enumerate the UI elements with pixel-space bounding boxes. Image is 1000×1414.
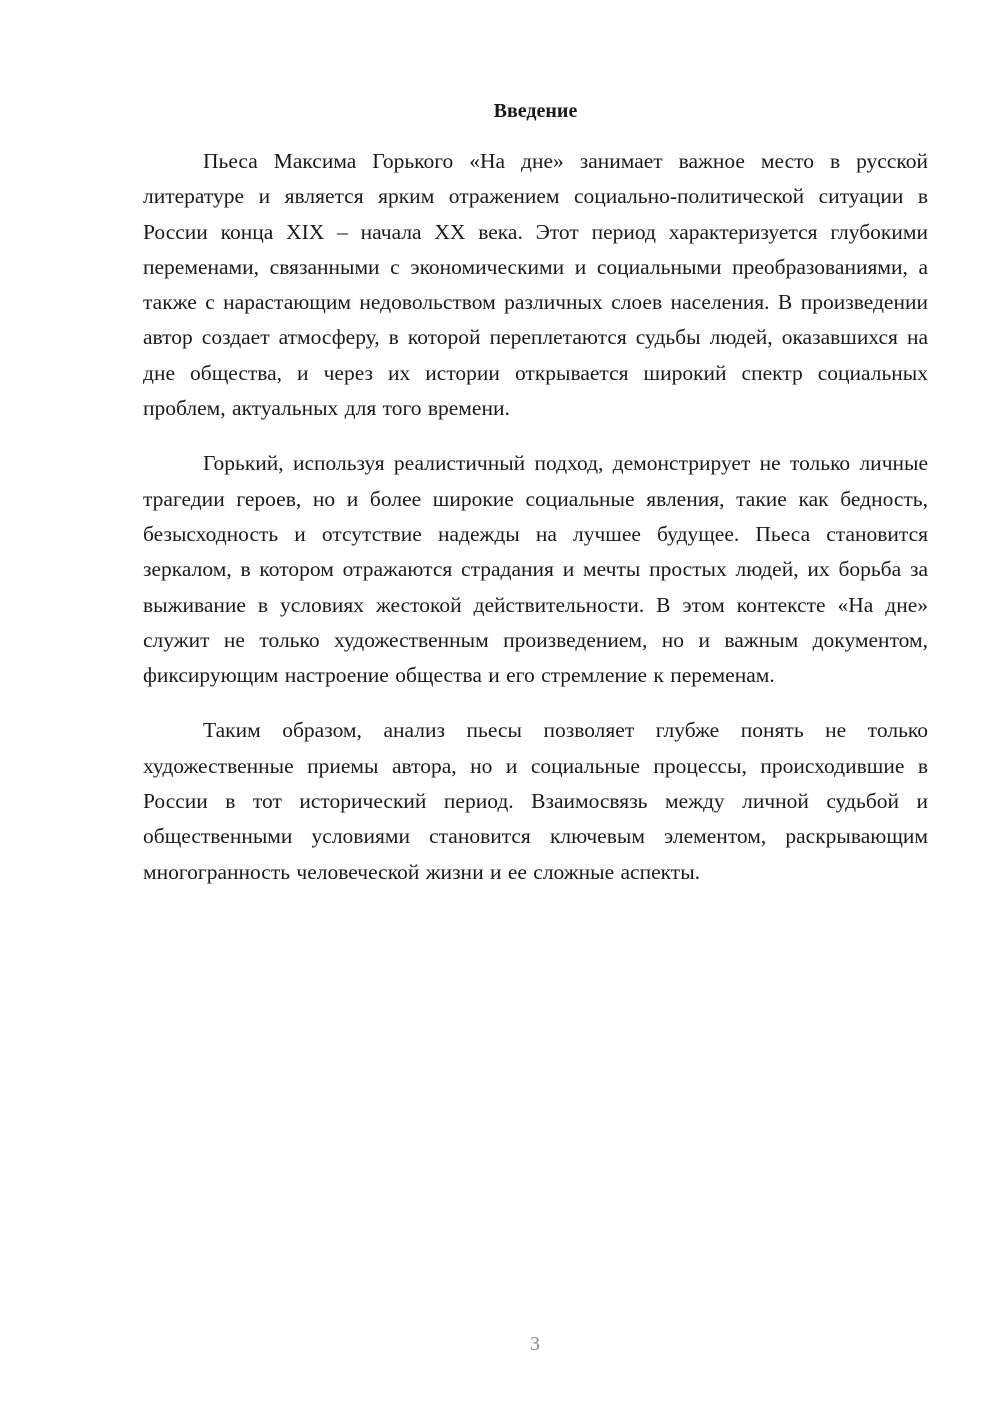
page-number: 3 xyxy=(530,1333,540,1355)
paragraph-1: Пьеса Максима Горького «На дне» занимает важное место в русской литературе и является ярким отражением социально-политической ситуации в России конца XIX – начала XX века. Этот период характеризуется глубокими переменами, связанными с экономическими и социальными преобразованиями, а также с нарастающим недовольством различных слоев населения. В произведении автор создает атмосферу, в которой переплетаются судьбы людей, оказавшихся на дне общества, и через их истории открывается широкий спектр социальных проблем, актуальных для того времени. xyxy=(143,149,928,421)
page-content xyxy=(143,96,928,890)
paragraph-3: Таким образом, анализ пьесы позволяет глубже понять не только художественные приемы автора, но и социальные процессы, происходившие в России в тот исторический период. Взаимосвязь между личной судьбой и общественными условиями становится ключевым элементом, раскрывающим многогранность человеческой жизни и ее сложные аспекты. xyxy=(143,718,928,884)
paragraph-2: Горький, используя реалистичный подход, демонстрирует не только личные трагедии героев, но и более широкие социальные явления, такие как бедность, безысходность и отсутствие надежды на лучшее будущее. Пьеса становится зеркалом, в котором отражаются страдания и мечты простых людей, их борьба за выживание в условиях жестокой действительности. В этом контексте «На дне» служит не только художественным произведением, но и важным документом, фиксирующим настроение общества и его стремление к переменам. xyxy=(143,451,928,688)
section-heading: Введение xyxy=(493,100,578,122)
